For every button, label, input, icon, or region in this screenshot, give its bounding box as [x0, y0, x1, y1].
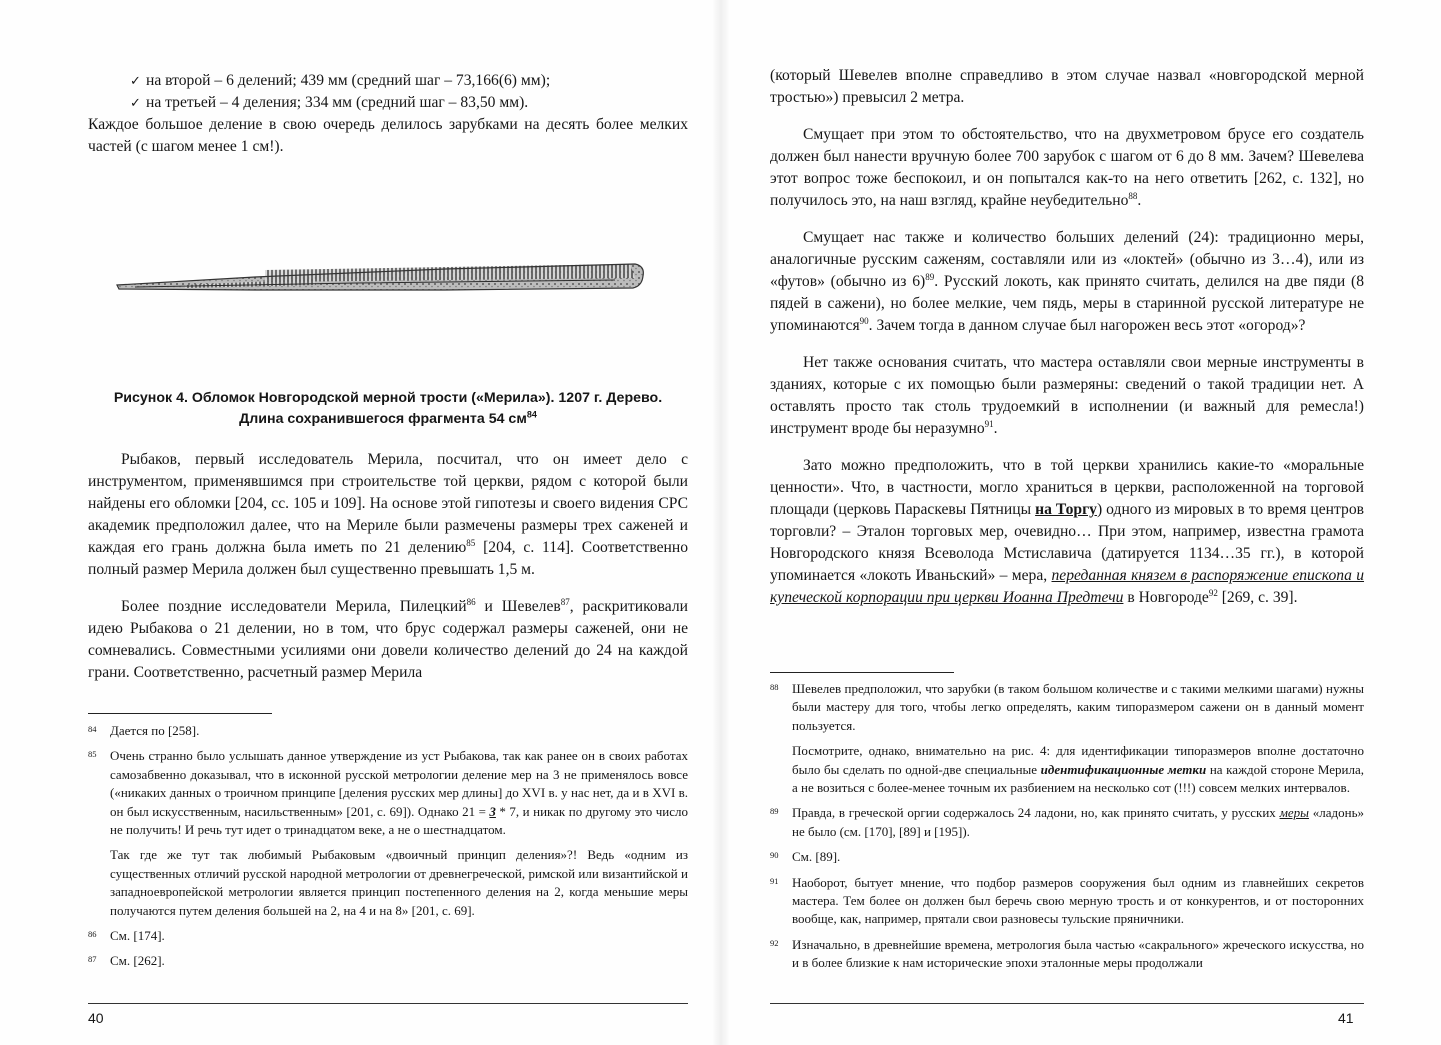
footnote: 92 Изначально, в древнейшие времена, метрология была частью «сакрального» жреческого искусства, но и в более близкие к нам исторические эпохи эталонные меры продолжали [770, 936, 1364, 971]
measuring-rod-figure [115, 258, 647, 302]
left-main-text [88, 449, 688, 684]
checkmark-icon: ✓ [130, 73, 141, 88]
page-bottom-rule [88, 1003, 688, 1004]
figure-caption: Рисунок 4. Обломок Новгородской мерной трости («Мерила»). 1207 г. Дерево. Длина сохранившегося фрагмента 54 $см^{84}$ [113, 390, 663, 427]
left-footnotes [88, 722, 688, 978]
footnote: 86 См. [174]. [88, 928, 165, 944]
footnote-ref[interactable]: 84 [526, 409, 537, 420]
right-page [720, 0, 1441, 1045]
paragraph: (который Шевелев вполне справедливо в этом случае назвал «новгородской мерной тростью») превысил 2 метра. [770, 67, 1364, 106]
footnote-ref[interactable]: 89 [925, 271, 935, 282]
paragraph: Более поздние исследователи Мерила, Пилецкий$^{86}$ и Шевелев$^{87}$, раскритиковали идею Рыбакова о 21 делении, но в том, что брус содержал размеры саженей, они не сомневались. Совместными усилиями они довели количество делений до 24 на каждой грани. Соответственно, расчетный размер Мерила [88, 596, 688, 681]
footnote-ref[interactable]: 87 [560, 596, 570, 607]
footnote-separator [770, 672, 954, 673]
footnote: 90 См. [89]. [770, 849, 841, 865]
checkmark-icon: ✓ [130, 95, 141, 110]
paragraph: Смущает нас также и количество больших делений (24): традиционно меры, аналогичные русским саженям, составляли или из «локтей» (обычно из 3…4), или из «футов» (обычно из 6)$^{89}$. Русский локоть, как принято считать, делился на две пяди (8 пядей в сажени), но более мелкие, чем пядь, меры в старинной русской литературе не упоминаются$^{90}$. Зачем тогда в данном случае был нагорожен весь этот «огород»? [770, 229, 1365, 334]
left-page [0, 0, 720, 1045]
footnote: 87 См. [262]. [88, 953, 165, 969]
footnote: 88 Шевелев предположил, что зарубки (в таком большом количестве и с такими мелкими шагами) нужны были мастеру для того, чтобы легко определять, каким типоразмером сажени он в данный момент пользуется. [770, 681, 1364, 733]
footnote-ref[interactable]: 92 [1208, 587, 1218, 598]
page-number: 41 [1338, 1010, 1354, 1026]
inline-link-ioann-church[interactable]: переданная князем в распоряжение епископа и купеческой корпорации при церкви Иоанна Предтечи [770, 567, 1365, 606]
footnote: 89 Правда, в греческой оргии содержалось 24 ладони, но, как принято считать, у русских меры «ладонь» не было (см. [170], [89] и [195]). [770, 805, 1364, 839]
footnote: 85 Очень странно было услышать данное утверждение из уст Рыбакова, так как ранее он в своих работах самозабвенно доказывал, что в исконной русской метрологии деление мер на 3 не применялось вовсе («никаких данных о троичном принципе [деления русских мер длины] до XVI в. у нас нет, да и в XVI в. он был искусственным, насильственным» [201, с. 69]). Однако 21 = 3 * 7, и никак по другому это число не получить! И речь тут идет о тринадцатом веке, а не о шестнадцатом. [88, 748, 688, 838]
footnote-continuation: Так где же тут так любимый Рыбаковым «двоичный принцип деления»?! Ведь «одним из существенных отличий русской народной метрологии от древнегреческой, римской или византийской и западноевропейской метрологии является принцип постепенного деления на 2, когда меньшие меры получаются путем деления большей на 2, на 4 и на 8» [201, с. 69]. [110, 847, 688, 918]
footnote-separator [88, 713, 272, 714]
paragraph: Рыбаков, первый исследователь Мерила, посчитал, что он имеет дело с инструментом, применявшимся при строительстве той церкви, рядом с которой были найдены его обломки [204, сс. 105 и 109]. На основе этой гипотезы и своего видения СРС академик предположил далее, что на Мериле были размечены размеры трех саженей и каждая его грань должна была иметь по 21 делению$^{85}$ [204, с. 114]. Соответственно полный размер Мерила должен был существенно превышать 1,5 м. [88, 451, 689, 578]
paragraph: Зато можно предположить, что в той церкви хранились какие-то «моральные ценности». Что, в частности, могло храниться в церкви, расположенной на торговой площади (церковь Параскевы Пятницы на Торгу) одного из мировых в то время центров торговли? – Эталон торговых мер, очевидно… При этом, например, известна грамота Новгородского князя Всеволода Мстиславича (датируется 1134…35 гг.), в которой упоминается «локоть Иваньский» – мера, переданная князем в распоряжение епископа и купеческой корпорации при церкви Иоанна Предтечи в Новгороде$^{92}$ [269, с. 39]. [770, 457, 1365, 606]
footnote-ref[interactable]: 91 [984, 418, 994, 429]
footnote-ref[interactable]: 86 [466, 596, 476, 607]
paragraph: Нет также основания считать, что мастера оставляли свои мерные инструменты в зданиях, которые с их помощью были размеряны: сведений о такой традиции нет. А оставлять просто так столь трудоемкий в исполнении (и важный для ремесла!) инструмент вроде бы неразумно$^{91}$. [770, 354, 1364, 437]
footnote: 84 Дается по [258]. [88, 723, 200, 738]
page-bottom-rule [770, 1003, 1364, 1004]
paragraph: Каждое большое деление в свою очередь делилось зарубками на десять более мелких частей (с шагом менее 1 см!). [88, 116, 688, 155]
inline-link-na-torgu[interactable]: на Торгу [1035, 501, 1097, 518]
page-number: 40 [88, 1010, 104, 1026]
right-main-text [770, 65, 1364, 609]
right-footnotes [770, 680, 1364, 980]
footnote-continuation: Посмотрите, однако, внимательно на рис. 4: для идентификации типоразмеров вполне достаточно было бы сделать по одной-две специальные идентификационные метки на каждой стороне Мерила, а не возиться с более-менее точным их разбиением на несколько сот (!!!) совсем мелких интервалов. [792, 743, 1364, 796]
paragraph: Смущает при этом то обстоятельство, что на двухметровом брусе его создатель должен был нанести вручную более 700 зарубок с шагом от 6 до 8 мм. Зачем? Шевелева этот вопрос тоже беспокоил, и он попытался как-то на него ответить [262, с. 132], но получилось это, на наш взгляд, крайне неубедительно$^{88}$. [770, 126, 1364, 209]
left-top-text [88, 70, 688, 158]
footnote: 91 Наоборот, бытует мнение, что подбор размеров сооружения был одним из главнейших секретов мастера. Тем более он должен был беречь свою мерную трость и от конкурентов, и от посторонних вообще, как, например, прятали свои разновесы тульские пряничники. [770, 874, 1364, 927]
checklist-item: ✓ на третьей – 4 деления; 334 мм (средний шаг – 83,50 мм). [88, 92, 688, 114]
footnote-ref[interactable]: 90 [859, 315, 869, 326]
footnote-ref[interactable]: 85 [466, 537, 476, 548]
footnote-ref[interactable]: 88 [1128, 190, 1138, 201]
checklist-item: ✓ на второй – 6 делений; 439 мм (средний шаг – 73,166(6) мм); [88, 70, 688, 92]
